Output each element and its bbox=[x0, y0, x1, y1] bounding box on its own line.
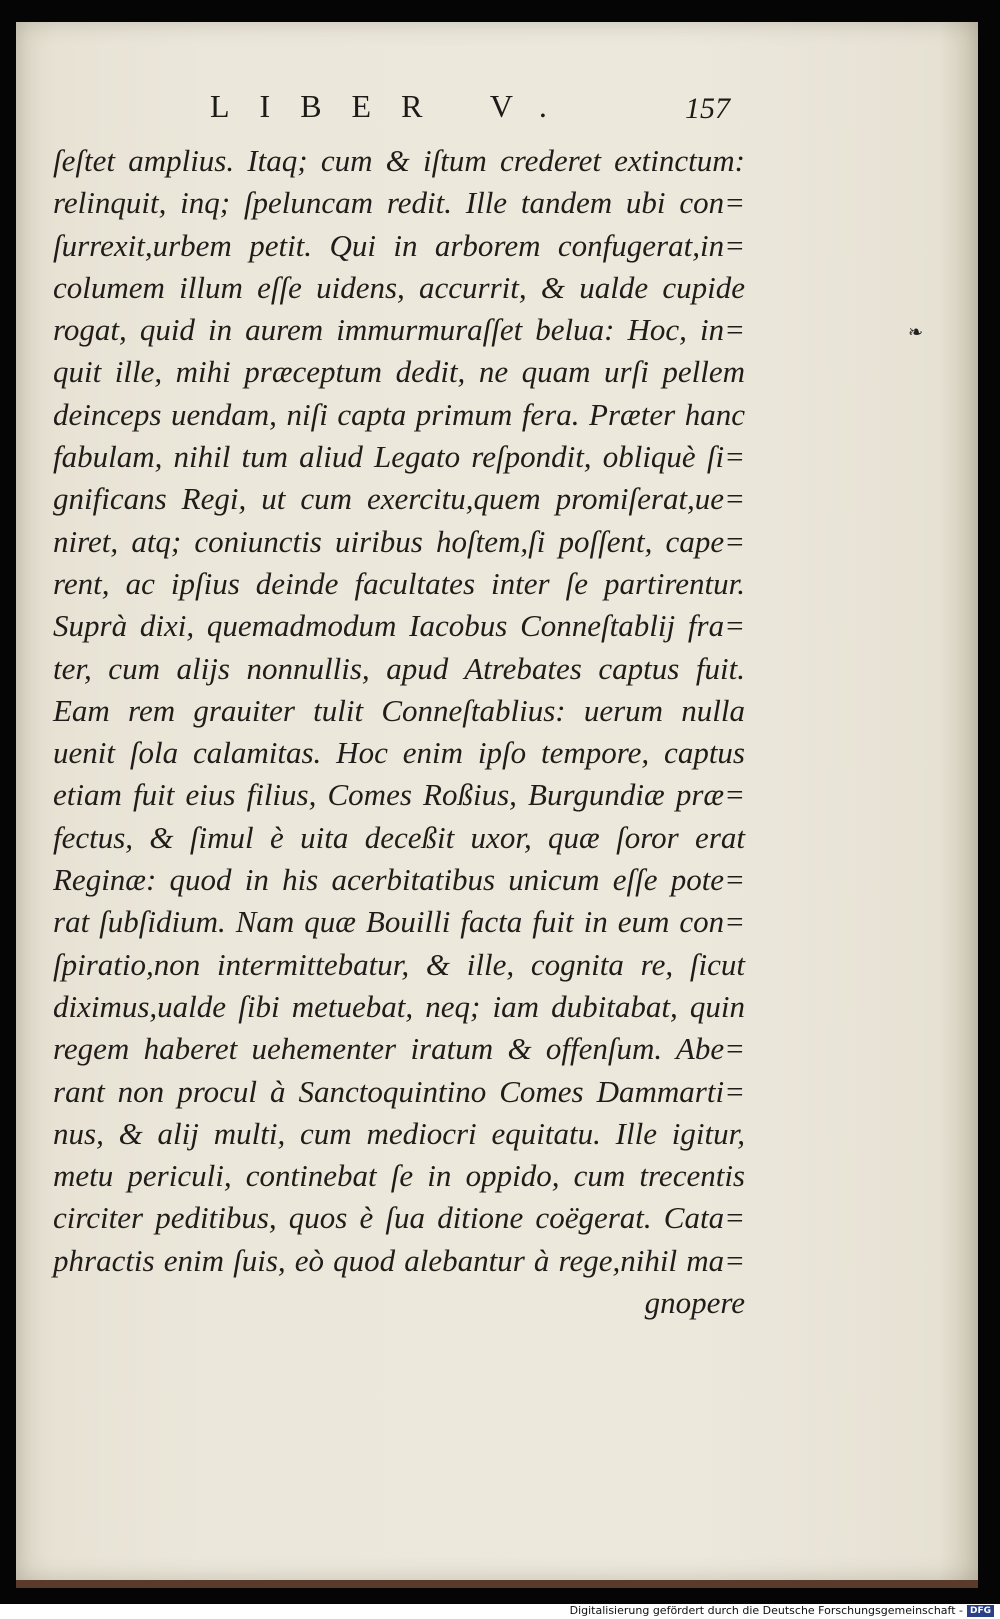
text-line: columem illum eſſe uidens, accurrit, & ualde cupide bbox=[53, 269, 745, 305]
text-line: nus, & alij multi, cum mediocri equitatu. Ille igitur, bbox=[53, 1115, 745, 1151]
text-line: ſpiratio,non intermittebatur, & ille, cognita re, ſicut bbox=[53, 946, 745, 982]
text-line: regem haberet uehementer iratum & offenſum. Abe= bbox=[53, 1031, 745, 1067]
text-line: metu periculi, continebat ſe in oppido, cum trecentis bbox=[53, 1158, 745, 1194]
text-line: quit ille, mihi præceptum dedit, ne quam urſi pellem bbox=[53, 354, 745, 390]
body-text bbox=[53, 140, 745, 1324]
page-header bbox=[210, 88, 730, 128]
text-line: Reginæ: quod in his acerbitatibus unicum eſſe pote= bbox=[53, 862, 745, 898]
text-line: ter, cum alijs nonnullis, apud Atrebates captus fuit. bbox=[53, 650, 745, 686]
running-title: LIBER V. bbox=[210, 88, 577, 124]
text-line: niret, atq; coniunctis uiribus hoſtem,ſi poſſent, cape= bbox=[53, 523, 745, 559]
margin-mark-icon: ❧ bbox=[908, 322, 924, 342]
page-number: 157 bbox=[685, 92, 730, 125]
text-line: deinceps uendam, niſi capta primum fera. Præter hanc bbox=[53, 396, 745, 432]
text-line: gnificans Regi, ut cum exercitu,quem promiſerat,ue= bbox=[53, 481, 745, 517]
text-line: Suprà dixi, quemadmodum Iacobus Conneſtablij fra= bbox=[53, 608, 745, 644]
text-line: ſeſtet amplius. Itaq; cum & iſtum crederet extinctum: bbox=[53, 143, 745, 178]
text-line: uenit ſola calamitas. Hoc enim ipſo tempore, captus bbox=[53, 735, 745, 771]
text-line: fabulam, nihil tum aliud Legato reſpondit, obliquè ſi= bbox=[53, 439, 745, 475]
text-line: rent, ac ipſius deinde facultates inter ſe partirentur. bbox=[53, 565, 745, 601]
text-line: ſurrexit,urbem petit. Qui in arborem confugerat,in= bbox=[53, 227, 745, 263]
text-line: fectus, & ſimul è uita deceßit uxor, quæ ſoror erat bbox=[53, 819, 745, 855]
page-edge bbox=[16, 1580, 978, 1588]
text-line: phractis enim ſuis, eò quod alebantur à rege,nihil ma= bbox=[53, 1242, 745, 1278]
text-line: rogat, quid in aurem immurmuraſſet belua: Hoc, in= bbox=[53, 312, 745, 348]
text-line: diximus,ualde ſibi metuebat, neq; iam dubitabat, quin bbox=[53, 988, 745, 1024]
text-line: rat ſubſidium. Nam quæ Bouilli facta fuit in eum con= bbox=[53, 904, 745, 940]
text-line: circiter peditibus, quos è ſua ditione coëgerat. Cata= bbox=[53, 1200, 745, 1236]
catchword: gnopere bbox=[644, 1285, 745, 1321]
footer-credit-text: Digitalisierung gefördert durch die Deutsche Forschungsgemeinschaft - bbox=[569, 1604, 963, 1617]
text-line: etiam fuit eius filius, Comes Roßius, Burgundiæ præ= bbox=[53, 777, 745, 813]
text-line: relinquit, inq; ſpeluncam redit. Ille tandem ubi con= bbox=[53, 185, 745, 221]
dfg-logo: DFG bbox=[967, 1605, 994, 1617]
text-line: rant non procul à Sanctoquintino Comes Dammarti= bbox=[53, 1073, 745, 1109]
text-line: Eam rem grauiter tulit Conneſtablius: uerum nulla bbox=[53, 692, 745, 728]
footer-credit bbox=[570, 1604, 994, 1617]
